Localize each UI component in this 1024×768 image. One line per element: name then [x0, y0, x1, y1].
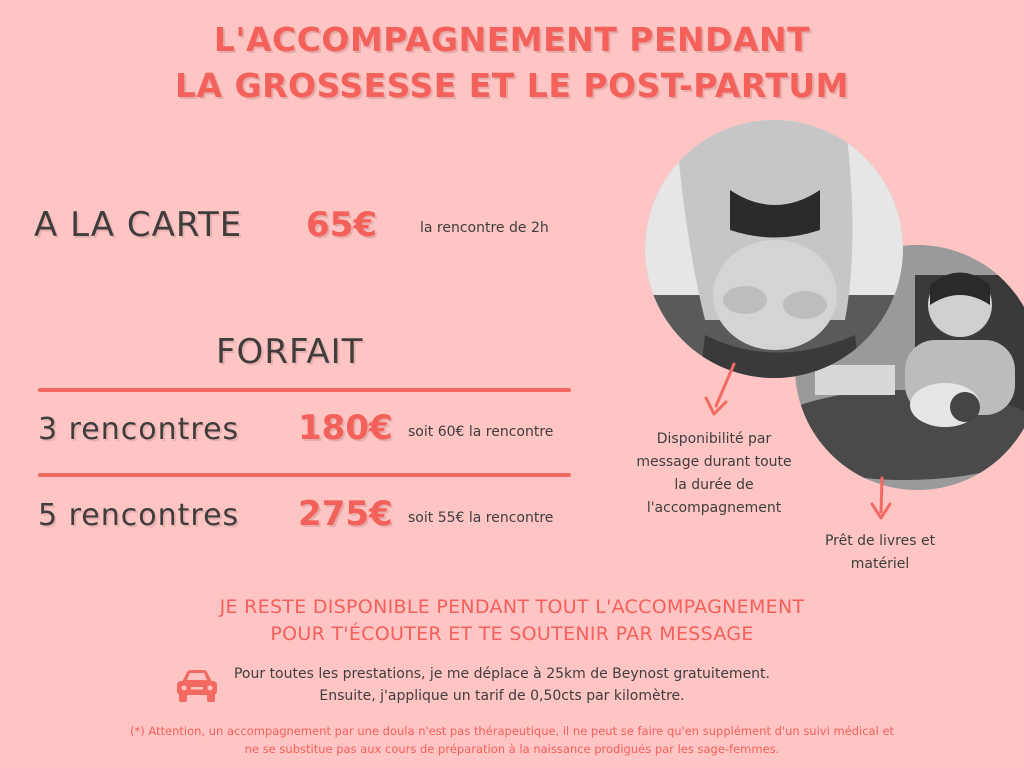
- caption-line: Prêt de livres et: [824, 533, 936, 549]
- forfait-option-3-label: 3 rencontres: [38, 412, 240, 447]
- forfait-heading: FORFAIT: [216, 332, 364, 372]
- a-la-carte-note: la rencontre de 2h: [420, 220, 549, 236]
- a-la-carte-price: 65€: [306, 205, 377, 245]
- travel-info: [232, 663, 772, 707]
- disclaimer-line-2: ne se substitue pas aux cours de préparation à la naissance prodigués par les sage-femmes.: [244, 742, 780, 756]
- divider-middle: [38, 473, 571, 477]
- forfait-option-5-label: 5 rencontres: [38, 498, 240, 533]
- page-title-line-2: LA GROSSESSE ET LE POST-PARTUM: [174, 66, 850, 105]
- caption-line: Disponibilité par: [656, 431, 772, 447]
- travel-line-1: Pour toutes les prestations, je me déplace à 25km de Beynost gratuitement.: [233, 666, 770, 682]
- travel-line-2: Ensuite, j'applique un tarif de 0,50cts par kilomètre.: [319, 688, 685, 704]
- caption-line: matériel: [850, 556, 910, 572]
- arrow-down-icon: [866, 476, 896, 522]
- forfait-option-3-price: 180€: [298, 408, 393, 448]
- caption-line: l'accompagnement: [646, 500, 782, 516]
- books-loan-caption: [800, 530, 960, 576]
- forfait-option-3-note: soit 60€ la rencontre: [408, 424, 554, 440]
- disclaimer: [0, 722, 1024, 758]
- forfait-option-5-price: 275€: [298, 494, 393, 534]
- availability-line-2: POUR T'ÉCOUTER ET TE SOUTENIR PAR MESSAGE: [270, 623, 754, 645]
- forfait-option-5-note: soit 55€ la rencontre: [408, 510, 554, 526]
- page-title-line-1: L'ACCOMPAGNEMENT PENDANT: [213, 20, 811, 59]
- a-la-carte-label: A LA CARTE: [34, 205, 243, 245]
- message-availability-caption: [622, 428, 806, 520]
- divider-top: [38, 388, 571, 392]
- availability-line-1: JE RESTE DISPONIBLE PENDANT TOUT L'ACCOMPAGNEMENT: [219, 596, 805, 618]
- arrow-down-icon: [700, 362, 740, 420]
- car-icon: [174, 668, 220, 704]
- pregnancy-photo: [645, 120, 903, 378]
- caption-line: message durant toute: [636, 454, 792, 470]
- disclaimer-line-1: (*) Attention, un accompagnement par une doula n'est pas thérapeutique, il ne peut se faire qu'en supplément d'un suivi médical et: [129, 724, 895, 738]
- caption-line: la durée de: [674, 477, 754, 493]
